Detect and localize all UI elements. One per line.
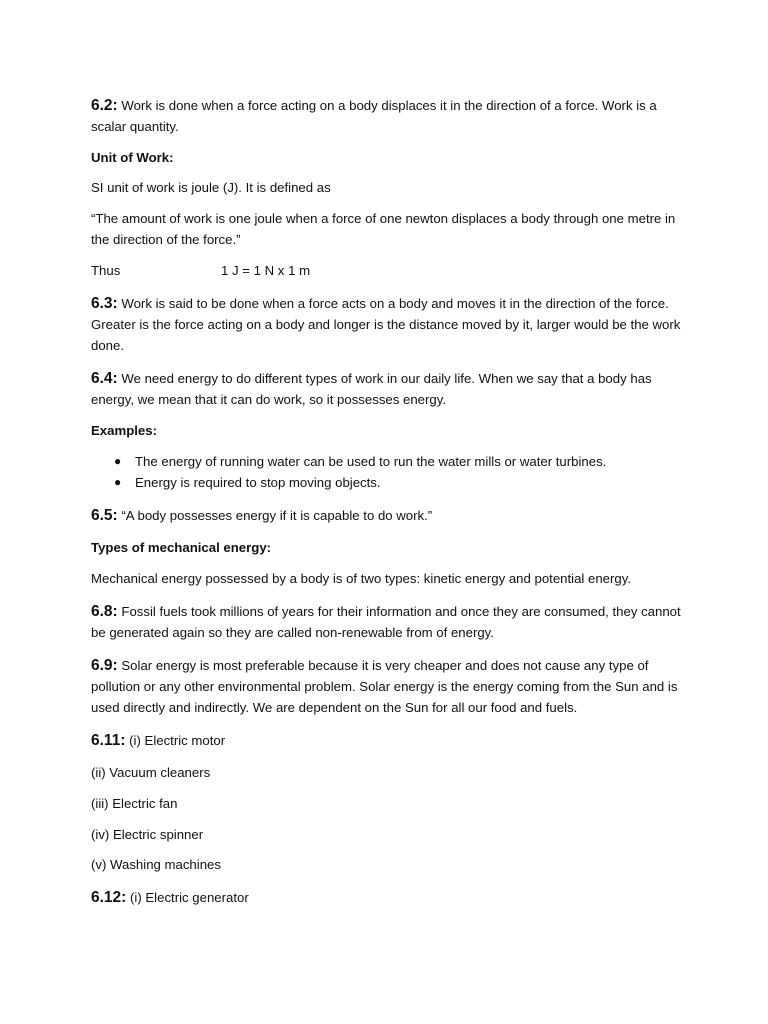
bullet-icon: ●: [114, 475, 122, 489]
si-unit-line: SI unit of work is joule (J). It is defined as: [91, 180, 331, 195]
list-item: (ii) Vacuum cleaners: [91, 765, 211, 780]
answer-6-3: [91, 293, 681, 356]
answer-6-2: [91, 95, 681, 137]
answer-number: 6.9:: [91, 657, 118, 674]
unit-of-work-heading: Unit of Work:: [91, 150, 174, 165]
list-item: (v) Washing machines: [91, 857, 221, 872]
answer-text: Work is said to be done when a force acts on a body and moves it in the direction of the force. Greater is the force acting on a body and longer is the distance moved by it, larger would be the work done.: [91, 296, 681, 353]
answer-number: 6.2:: [91, 97, 118, 114]
joule-definition-quote: “The amount of work is one joule when a force of one newton displaces a body through one metre in the direction of the force.”: [91, 211, 676, 247]
answer-6-9: [91, 655, 681, 718]
list-item-text: The energy of running water can be used to run the water mills or water turbines.: [135, 454, 607, 469]
thus-label: Thus: [91, 263, 121, 278]
list-item: [91, 472, 681, 493]
list-item: (iv) Electric spinner: [91, 827, 204, 842]
answer-number: 6.5:: [91, 507, 118, 524]
list-item-text: Energy is required to stop moving objects.: [135, 475, 381, 490]
list-item: [91, 451, 681, 472]
bullet-icon: ●: [114, 454, 122, 468]
answer-number: 6.11:: [91, 732, 126, 749]
answer-number: 6.4:: [91, 370, 118, 387]
formula: 1 J = 1 N x 1 m: [221, 263, 311, 278]
answer-text: Solar energy is most preferable because it is very cheaper and does not cause any type of pollution or any other environmental problem. Solar energy is the energy coming from the Sun and is used directly and indirectly. We are dependent on the Sun for all our food and fuels.: [91, 658, 678, 715]
answer-text: Fossil fuels took millions of years for their information and once they are consumed, they cannot be generated again so they are called non-renewable from of energy.: [91, 604, 681, 640]
examples-list: [91, 451, 681, 493]
mechanical-energy-heading: Types of mechanical energy:: [91, 540, 272, 555]
answer-6-8: [91, 601, 681, 643]
list-item: (iii) Electric fan: [91, 796, 178, 811]
answer-text: Work is done when a force acting on a body displaces it in the direction of a force. Work is a scalar quantity.: [91, 98, 657, 134]
mechanical-energy-text: Mechanical energy possessed by a body is of two types: kinetic energy and potential energy.: [91, 571, 632, 586]
answer-text: We need energy to do different types of work in our daily life. When we say that a body has energy, we mean that it can do work, so it possesses energy.: [91, 371, 652, 407]
answer-number: 6.3:: [91, 295, 118, 312]
answer-6-4: [91, 368, 681, 410]
answer-6-12: [91, 887, 681, 908]
examples-heading: Examples:: [91, 423, 157, 438]
answer-text: (i) Electric generator: [126, 890, 249, 905]
answer-number: 6.12:: [91, 889, 127, 906]
answer-text: “A body possesses energy if it is capable to do work.”: [117, 508, 433, 523]
answer-6-5: [91, 505, 681, 526]
answer-number: 6.8:: [91, 603, 118, 620]
answer-text: (i) Electric motor: [125, 733, 226, 748]
formula-line: [91, 260, 681, 281]
answer-6-11: [91, 730, 681, 751]
